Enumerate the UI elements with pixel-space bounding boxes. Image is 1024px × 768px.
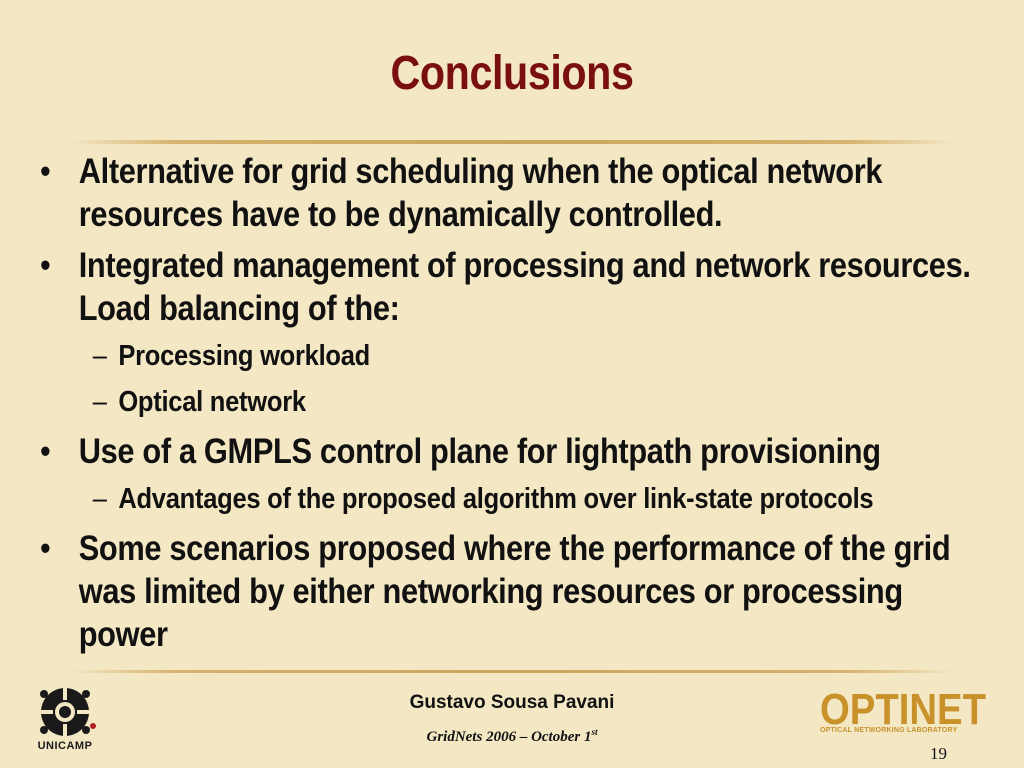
page-number: 19 (930, 744, 947, 763)
slide-content (40, 150, 1000, 664)
bullet-text: Use of a GMPLS control plane for lightpath provisioning (78, 432, 881, 471)
sub-bullet-item (40, 338, 1008, 374)
dash-icon: – (92, 386, 107, 418)
footer-divider (70, 670, 954, 673)
bullet-icon: • (40, 529, 51, 568)
event-text: GridNets 2006 – October 1 (426, 729, 592, 745)
sub-bullet-item (40, 384, 1008, 420)
dash-icon: – (92, 340, 107, 372)
sub-bullet-item (40, 481, 1008, 517)
footer-author: Gustavo Sousa Pavani (409, 692, 615, 713)
slide-title: Conclusions (390, 47, 634, 100)
bullet-text: Integrated management of processing and network resources. Load balancing of the: (78, 246, 971, 328)
bullet-icon: • (40, 152, 51, 191)
optinet-subtitle: OPTICAL NETWORKING LABORATORY (820, 727, 958, 734)
bullet-text: Alternative for grid scheduling when the optical network resources have to be dynamically controlled. (78, 152, 883, 234)
bullet-item (40, 244, 999, 330)
bullet-icon: • (40, 246, 51, 285)
bullet-item (40, 430, 999, 473)
sub-bullet-text: Processing workload (118, 340, 370, 372)
bullet-icon: • (40, 432, 51, 471)
event-superscript: st (591, 727, 598, 737)
sub-bullet-text: Optical network (118, 386, 306, 418)
bullet-item (40, 150, 999, 236)
optinet-logo-text: OPTINET (820, 685, 987, 730)
dash-icon: – (92, 483, 107, 515)
sub-bullet-text: Advantages of the proposed algorithm over link-state protocols (118, 483, 874, 515)
bullet-text: Some scenarios proposed where the performance of the grid was limited by either networking resources or processing power (78, 529, 951, 654)
unicamp-label: UNICAMP (37, 740, 93, 752)
title-divider (70, 140, 954, 144)
bullet-item (40, 527, 999, 656)
